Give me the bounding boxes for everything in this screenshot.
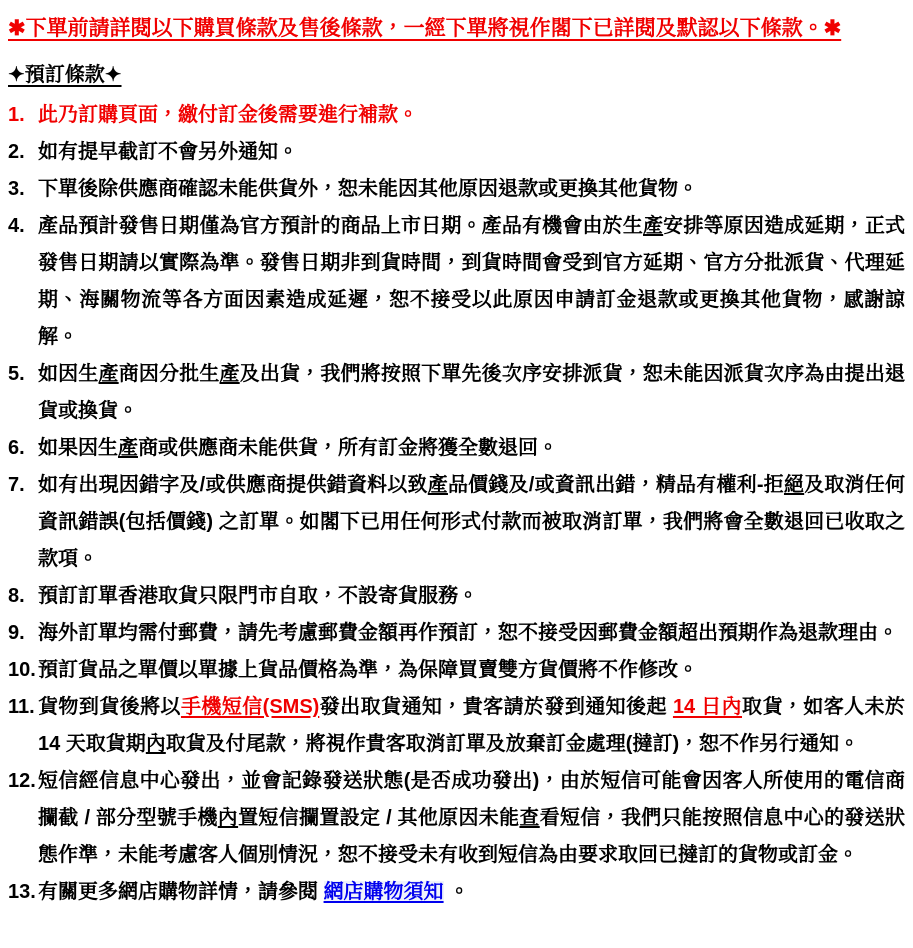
text-segment: 手機短信(SMS) (180, 696, 320, 718)
item-text (38, 474, 905, 570)
text-segment: 看短信，我們只能按照信息中心的發送狀態作準，未能考慮客人個別情況，恕不接受未有收到短信為由要求取回已撻訂的貨物或訂金。 (38, 807, 906, 866)
item-number: 12. (8, 770, 36, 792)
terms-item-5 (8, 356, 905, 430)
item-text (38, 622, 898, 644)
text-segment: 及出貨，我們將按照下單先後次序安排派貨，恕未能因派貨次序為由提出退貨或換貨。 (38, 363, 906, 422)
item-number: 2. (8, 141, 25, 163)
item-number: 6. (8, 437, 25, 459)
text-segment: 產 (219, 363, 240, 385)
item-text (38, 141, 298, 163)
text-segment: 產品預計發售日期僅為官方預計的商品上市日期。產品有機會由於生 (38, 215, 643, 237)
text-segment: 有關更多網店購物詳情，請參閱 (38, 881, 324, 903)
terms-list (8, 97, 905, 911)
text-segment: 品價錢及/或資訊出錯，精品有權利-拒 (447, 474, 784, 496)
text-segment: 下單後除供應商確認未能供貨外，恕未能因其他原因退款或更換其他貨物。 (38, 178, 698, 200)
text-segment: 產 (118, 437, 138, 459)
text-segment: 產 (98, 363, 119, 385)
text-segment: 內 (217, 807, 239, 829)
terms-item-1 (8, 97, 905, 134)
item-text (38, 437, 558, 459)
terms-item-13 (8, 874, 905, 911)
text-segment: 置短信攔置設定 / 其他原因未能 (238, 807, 520, 829)
text-segment: 如果因生 (38, 437, 118, 459)
item-text (38, 881, 469, 903)
terms-item-11 (8, 689, 905, 763)
text-segment: 安排等原因造成延期，正式發售日期請以實際為準。發售日期非到貨時間，到貨時間會受到官方延期、官方分批派貨、代理延期、海關物流等各方面因素造成延遲，恕不接受以此原因申請訂金退款或更換其他貨物，感謝諒解。 (38, 215, 906, 348)
item-number: 10. (8, 659, 36, 681)
terms-item-7 (8, 467, 905, 578)
item-text (38, 215, 905, 348)
item-text (38, 363, 905, 422)
text-segment: 海外訂單均需付郵費，請先考慮郵費金額再作預訂，恕不接受因郵費金額超出預期作為退款理由。 (38, 622, 898, 644)
item-number: 13. (8, 881, 36, 903)
item-text (38, 585, 478, 607)
text-segment: 及取消任何資訊錯誤(包括價錢) 之訂單。如閣下已用任何形式付款而被取消訂單，我們將會全數退回已收取之款項。 (38, 474, 906, 570)
text-segment: 。 (443, 881, 470, 903)
text-segment: 查 (519, 807, 540, 829)
text-segment: 產 (643, 215, 664, 237)
text-segment: 內 (145, 733, 166, 755)
text-segment: 商因分批生 (118, 363, 220, 385)
item-number: 11. (8, 696, 35, 718)
notice-banner: ✱下單前請詳閱以下購買條款及售後條款，一經下單將視作閣下已詳閱及默認以下條款。✱ (8, 17, 842, 40)
item-text (38, 696, 905, 755)
text-segment: 貨物到貨後將以 (38, 696, 181, 718)
terms-item-4 (8, 208, 905, 356)
terms-item-10 (8, 652, 905, 689)
terms-item-6 (8, 430, 905, 467)
text-segment: 短信經信息中心發出，並會記錄發送狀態(是否成功發出)，由於短信可能會因客人所使用的電信商攔截 / 部分型號手機 (38, 770, 905, 829)
text-segment: 如有提早截訂不會另外通知。 (38, 141, 298, 163)
item-number: 5. (8, 363, 25, 385)
item-text (38, 770, 905, 866)
store-shopping-guide-link[interactable]: 網店購物須知 (323, 881, 444, 903)
text-segment: 發出取貨通知，貴客請於發到通知後起 (319, 696, 673, 718)
text-segment: 此乃訂購頁面，繳付訂金後需要進行補款。 (38, 104, 418, 126)
text-segment: 14 日內 (672, 696, 743, 718)
text-segment: 預訂貨品之單價以單據上貨品價格為準，為保障買賣雙方貨價將不作修改。 (38, 659, 698, 681)
text-segment: 取貨及付尾款，將視作貴客取消訂單及放棄訂金處理(撻訂)，恕不作另行通知。 (165, 733, 860, 755)
text-segment: 絕 (783, 474, 805, 496)
item-number: 9. (8, 622, 25, 644)
terms-item-12 (8, 763, 905, 874)
terms-item-3 (8, 171, 905, 208)
item-number: 8. (8, 585, 25, 607)
terms-item-9 (8, 615, 905, 652)
text-segment: 如有出現因錯字及/或供應商提供錯資料以致 (38, 474, 428, 496)
item-text (38, 104, 418, 126)
terms-item-8 (8, 578, 905, 615)
text-segment: 取貨，如客人未於 14 天取貨期 (38, 696, 905, 755)
item-number: 1. (8, 104, 25, 126)
item-number: 3. (8, 178, 25, 200)
item-number: 4. (8, 215, 25, 237)
text-segment: 預訂訂單香港取貨只限門市自取，不設寄貨服務。 (38, 585, 478, 607)
item-text (38, 178, 698, 200)
terms-item-2 (8, 134, 905, 171)
item-text (38, 659, 698, 681)
item-number: 7. (8, 474, 25, 496)
text-segment: 產 (427, 474, 448, 496)
text-segment: 商或供應商未能供貨，所有訂金將獲全數退回。 (138, 437, 558, 459)
section-title-preorder-terms: ✦預訂條款✦ (8, 64, 122, 86)
text-segment: 如因生 (38, 363, 99, 385)
